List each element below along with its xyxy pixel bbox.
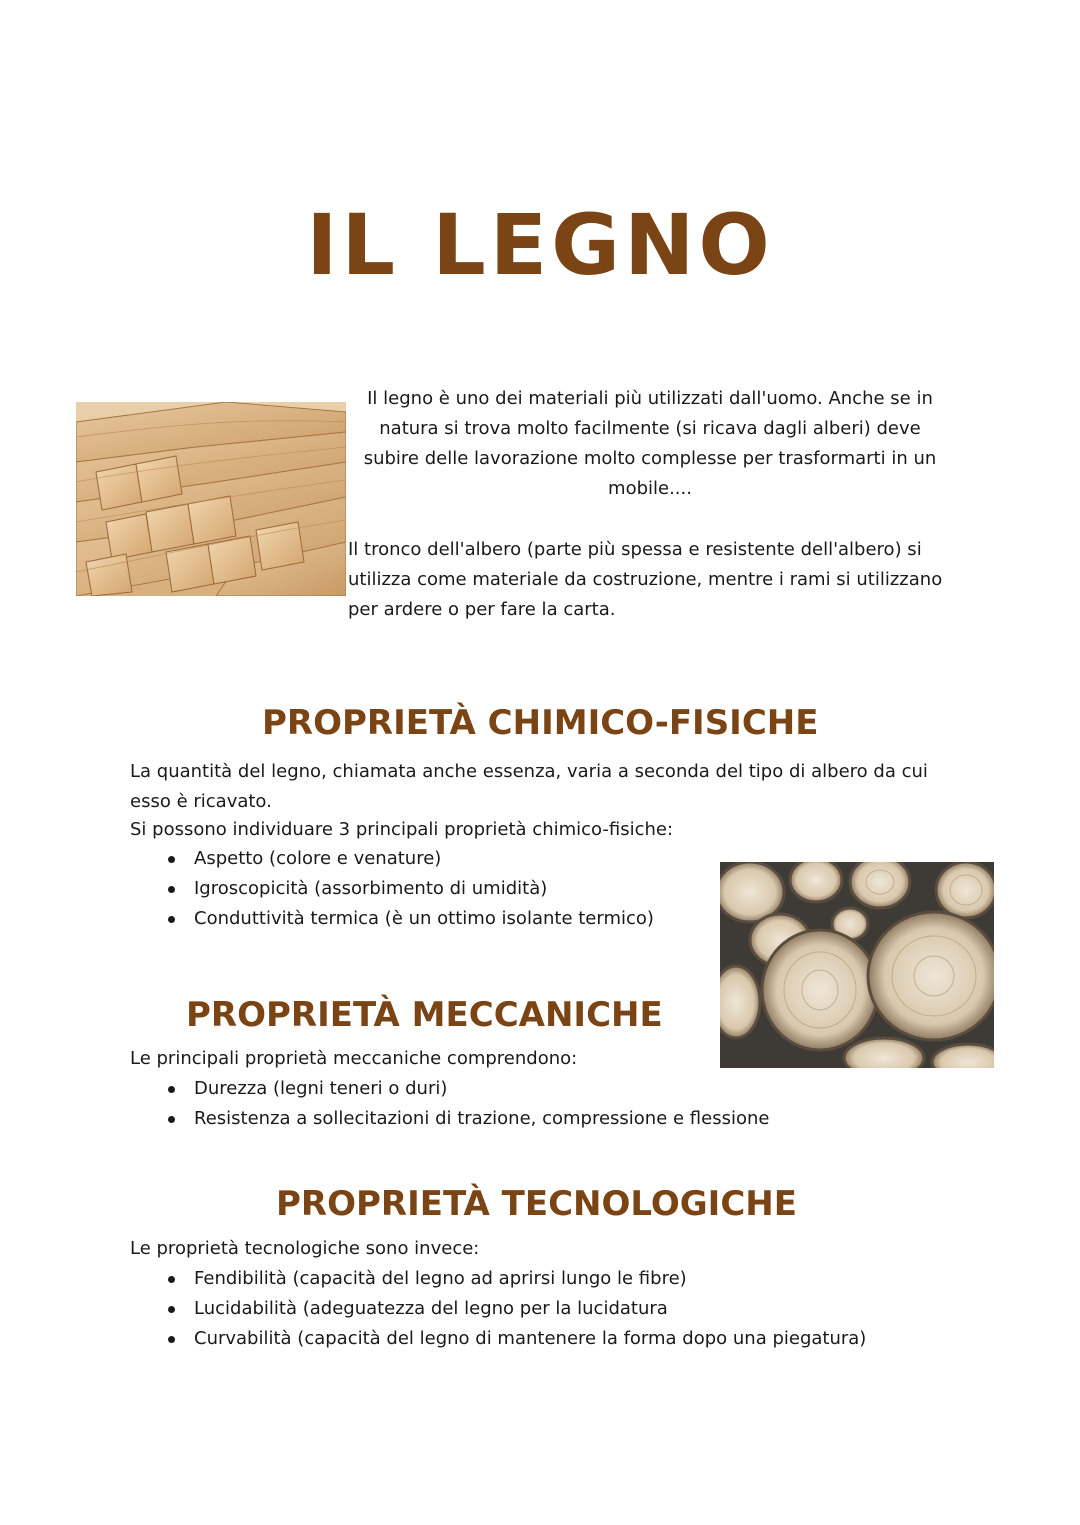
logs-image <box>720 862 994 1068</box>
intro-paragraph-1: Il legno è uno dei materiali più utilizzati dall'uomo. Anche se in natura si trova molto facilmente (si ricava dagli alberi) deve subire delle lavorazione molto complesse per trasformarti in un mobile.... <box>363 388 937 499</box>
intro-paragraph-2: Il tronco dell'albero (parte più spessa e resistente dell'albero) si utilizza come materiale da costruzione, mentre i rami si utilizzano per ardere o per fare la carta. <box>348 539 943 620</box>
section-heading-tecnologiche: PROPRIETÀ TECNOLOGICHE <box>276 1184 797 1224</box>
section-text: Le proprietà tecnologiche sono invece: <box>130 1238 480 1259</box>
list-item: Curvabilità (capacità del legno di mantenere la forma dopo una piegatura) <box>162 1324 866 1354</box>
meccaniche-list <box>162 1074 769 1134</box>
section-heading-chimico-fisiche: PROPRIETÀ CHIMICO-FISICHE <box>262 703 819 743</box>
section-heading-meccaniche: PROPRIETÀ MECCANICHE <box>186 995 663 1035</box>
list-item: Aspetto (colore e venature) <box>162 844 654 874</box>
tecnologiche-list <box>162 1264 866 1354</box>
section-text: La quantità del legno, chiamata anche essenza, varia a seconda del tipo di albero da cui esso è ricavato. <box>130 761 928 812</box>
list-item: Fendibilità (capacità del legno ad aprirsi lungo le fibre) <box>162 1264 866 1294</box>
section-text: Si possono individuare 3 principali proprietà chimico-fisiche: <box>130 819 674 840</box>
list-item: Resistenza a sollecitazioni di trazione, compressione e flessione <box>162 1104 769 1134</box>
section-text: Le principali proprietà meccaniche comprendono: <box>130 1048 578 1069</box>
chimico-fisiche-list <box>162 844 654 934</box>
list-item: Durezza (legni teneri o duri) <box>162 1074 769 1104</box>
list-item: Conduttività termica (è un ottimo isolante termico) <box>162 904 654 934</box>
page-title: IL LEGNO <box>306 196 774 294</box>
list-item: Lucidabilità (adeguatezza del legno per la lucidatura <box>162 1294 866 1324</box>
lumber-planks-image <box>76 402 346 596</box>
list-item: Igroscopicità (assorbimento di umidità) <box>162 874 654 904</box>
